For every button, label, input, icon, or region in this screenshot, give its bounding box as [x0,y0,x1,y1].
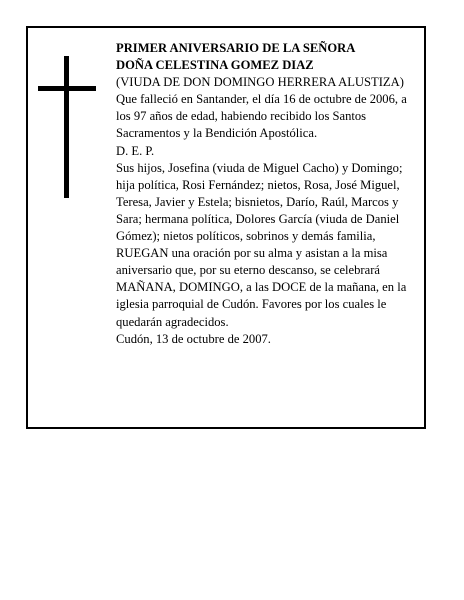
rip-line: D. E. P. [116,143,155,158]
place-date: Cudón, 13 de octubre de 2007. [116,331,271,346]
notice-title-line-1: PRIMER ANIVERSARIO DE LA SEÑORA [116,41,356,55]
notice-text [116,40,422,348]
family-list: Sus hijos, Josefina (viuda de Miguel Cacho) y Domingo; hija política, Rosi Fernández; nietos, Rosa, José Miguel, Teresa, Javier y Estela; bisnietos, Darío, Raúl, Marcos y Sara; hermana política, Dolores García (viuda de Daniel Gómez); nietos políticos, sobrinos y demás familia, [116,160,403,244]
obituary-notice [26,26,426,429]
death-info: Que falleció en Santander, el día 16 de octubre de 2006, a los 97 años de edad, habiendo recibido los Santos Sacramentos y la Bendición Apostólica. [116,92,407,141]
mass-request: RUEGAN una oración por su alma y asistan a la misa aniversario que, por su eterno descanso, se celebrará MAÑANA, DOMINGO, a las DOCE de la mañana, en la iglesia parroquial de Cudón. Favores por los cuales le quedarán agradecidos. [116,246,407,329]
cross-icon [38,56,96,198]
notice-title-line-2: DOÑA CELESTINA GOMEZ DIAZ [116,58,314,73]
cross-vertical-bar [64,56,69,198]
widow-of: (VIUDA DE DON DOMINGO HERRERA ALUSTIZA) [116,75,404,90]
cross-horizontal-bar [38,86,96,91]
